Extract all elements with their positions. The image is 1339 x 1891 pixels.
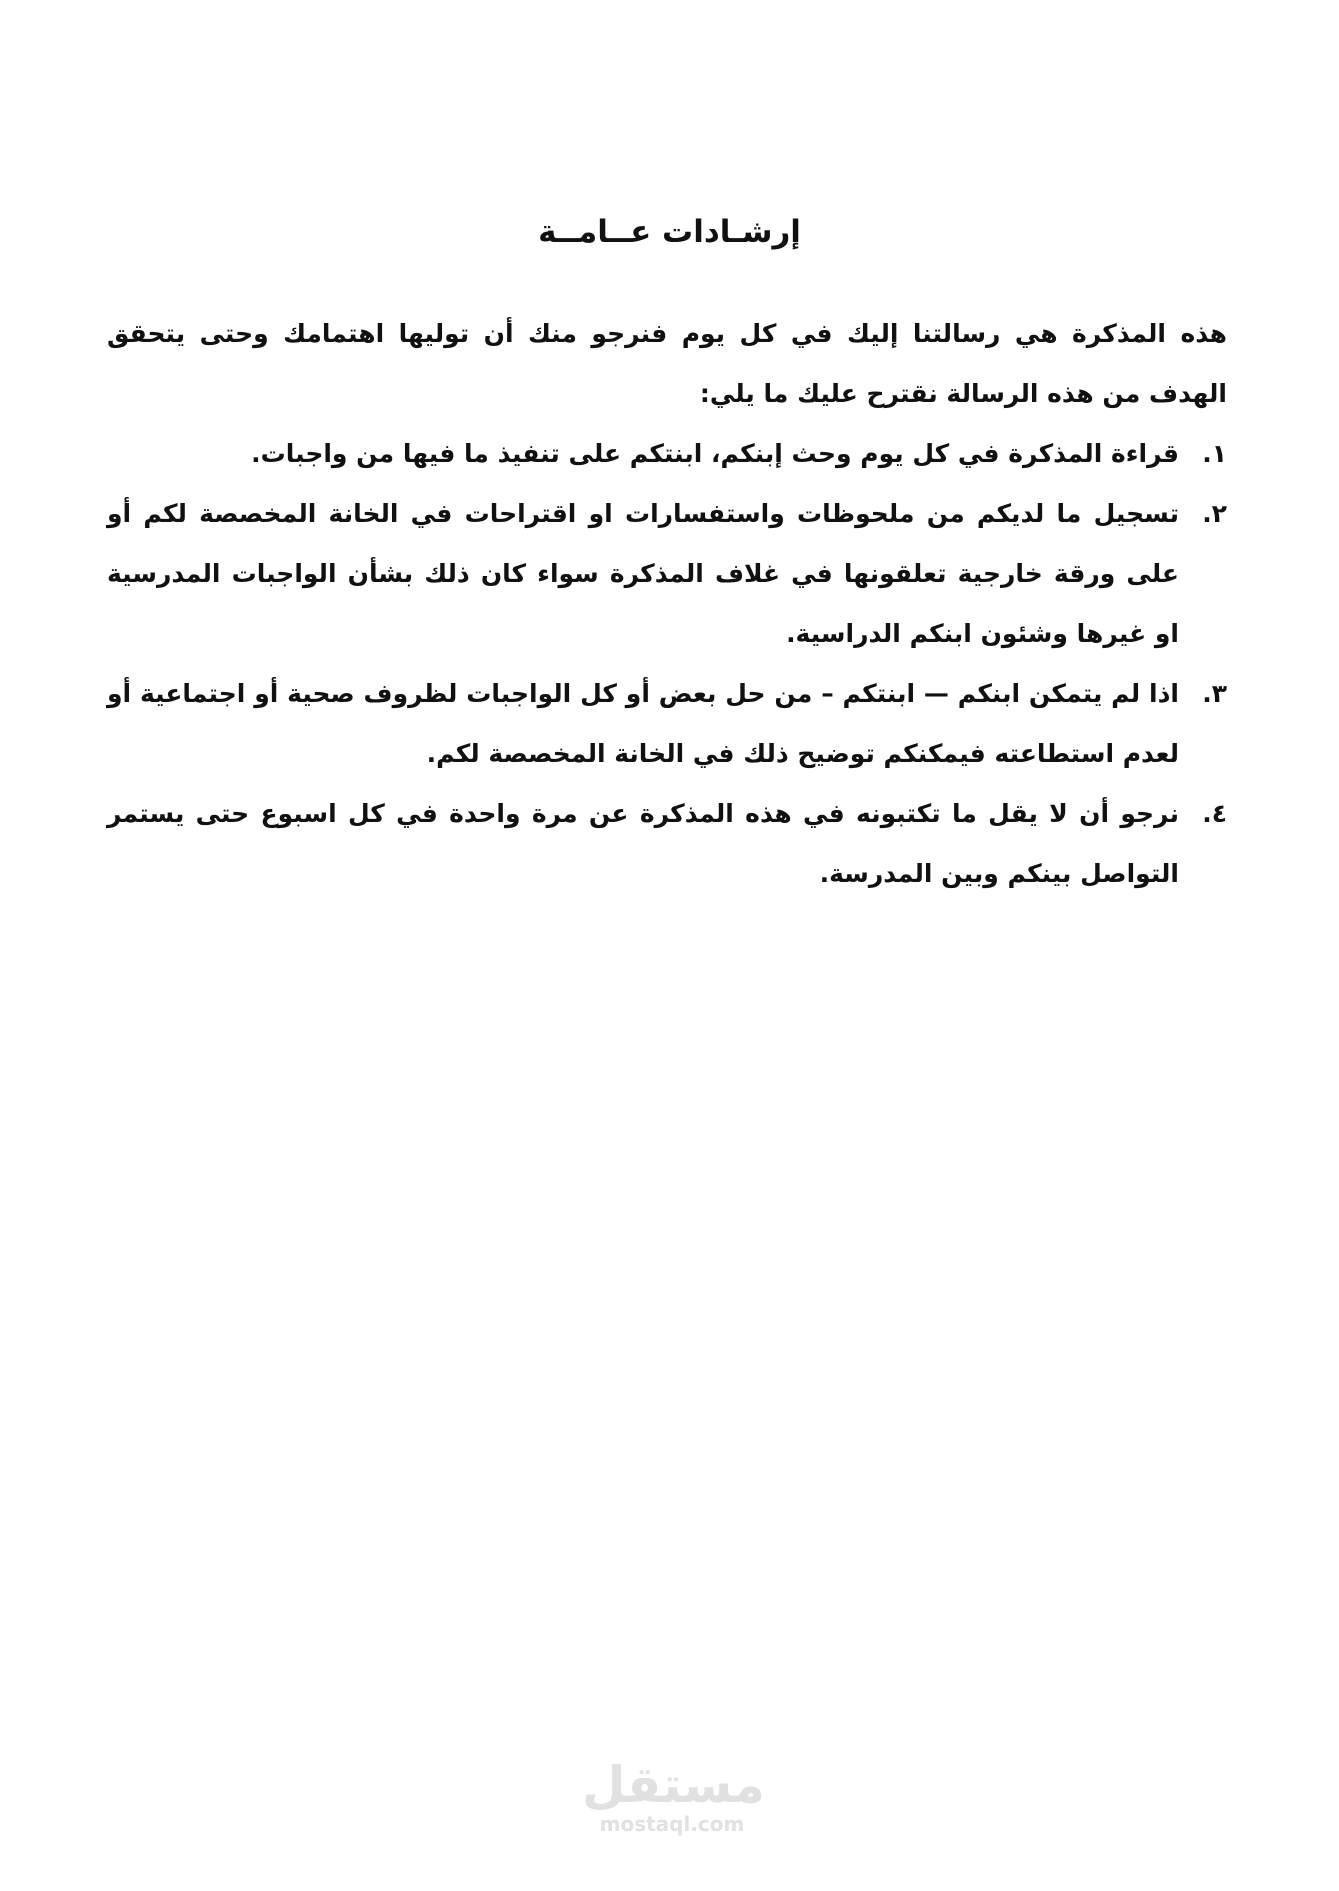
watermark-url: mostaql.com: [599, 1812, 745, 1836]
document-body: [107, 304, 1227, 904]
list-item-text: قراءة المذكرة في كل يوم وحث إبنكم، ابنتكم على تنفيذ ما فيها من واجبات.: [251, 439, 1179, 468]
list-item: [107, 484, 1227, 664]
list-item: [107, 784, 1227, 904]
list-item-number: ٣.: [1202, 679, 1227, 708]
list-item-number: ١.: [1202, 439, 1227, 468]
list-item-text: نرجو أن لا يقل ما تكتبونه في هذه المذكرة عن مرة واحدة في كل اسبوع حتى يستمر التواصل بينكم وبين المدرسة.: [107, 799, 1179, 888]
list-item: [107, 424, 1227, 484]
list-item-text: اذا لم يتمكن ابنكم — ابنتكم – من حل بعض أو كل الواجبات لظروف صحية أو اجتماعية أو لعدم استطاعته فيمكنكم توضيح ذلك في الخانة المخصصة لكم.: [107, 679, 1179, 768]
intro-paragraph: هذه المذكرة هي رسالتنا إليك في كل يوم فنرجو منك أن توليها اهتمامك وحتى يتحقق الهدف من هذه الرسالة نقترح عليك ما يلي:: [107, 319, 1227, 408]
list-item-text: تسجيل ما لديكم من ملحوظات واستفسارات او اقتراحات في الخانة المخصصة لكم أو على ورقة خارجية تعلقونها في غلاف المذكرة سواء كان ذلك بشأن الواجبات المدرسية او غيرها وشئون ابنكم الدراسية.: [107, 499, 1179, 648]
mostaql-watermark: [582, 1756, 765, 1836]
watermark-logo: مستقل: [582, 1756, 765, 1814]
page-title: إرشـادات عــامــة: [538, 213, 801, 250]
list-item: [107, 664, 1227, 784]
list-item-number: ٤.: [1202, 799, 1227, 828]
list-item-number: ٢.: [1202, 499, 1227, 528]
instructions-list: [107, 424, 1227, 904]
